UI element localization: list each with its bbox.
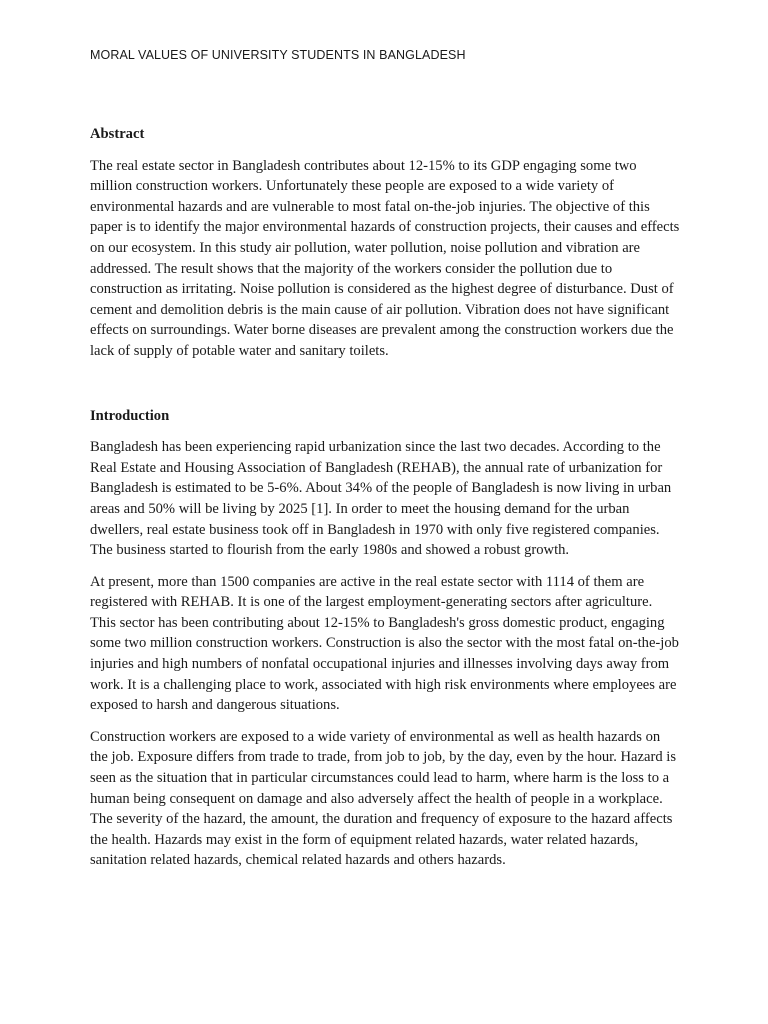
introduction-paragraph-1: Bangladesh has been experiencing rapid urbanization since the last two decades. According to the Real Estate and Housing Association of Bangladesh (REHAB), the annual rate of urbanization for Bangladesh is estimated to be 5-6%. About 34% of the people of Bangladesh is now living in urban areas and 50% will be living by 2025 [1]. In order to meet the housing demand for the urban dwellers, real estate business took off in Bangladesh in 1970 with only five registered companies. The business started to flourish from the early 1980s and showed a robust growth. [90,439,672,559]
introduction-section [90,406,680,871]
section-spacer [90,373,680,406]
introduction-paragraph-2: At present, more than 1500 companies are active in the real estate sector with 1114 of them are registered with REHAB. It is one of the largest employment-generating sectors after agriculture. This sector has been contributing about 12-15% to Bangladesh's gross domestic product, engaging some two million construction workers. Construction is also the sector with the most fatal on-the-job injuries and high numbers of nonfatal occupational injuries and illnesses involving days away from work. It is a challenging place to work, associated with high risk environments where employees are exposed to harsh and dangerous situations. [90,573,679,714]
document-body [90,124,680,882]
running-header: MORAL VALUES OF UNIVERSITY STUDENTS IN BANGLADESH [90,48,466,62]
introduction-heading: Introduction [90,407,170,424]
abstract-section [90,124,680,362]
introduction-paragraph-3: Construction workers are exposed to a wide variety of environmental as well as health hazards on the job. Exposure differs from trade to trade, from job to job, by the day, even by the hour. Hazard is seen as the situation that in particular circumstances could lead to harm, where harm is the loss to a human being consequent on damage and also adversely affect the health of people in a workplace. The severity of the hazard, the amount, the duration and frequency of exposure to the hazard affects the health. Hazards may exist in the form of equipment related hazards, water related hazards, sanitation related hazards, chemical related hazards and others hazards. [90,728,677,869]
abstract-heading: Abstract [90,126,145,142]
abstract-paragraph: The real estate sector in Bangladesh contributes about 12-15% to its GDP engaging some two million construction workers. Unfortunately these people are exposed to a wide variety of environmental hazards and are vulnerable to most fatal on-the-job injuries. The objective of this paper is to identify the major environmental hazards of construction projects, their causes and effects on our ecosystem. In this study air pollution, water pollution, noise pollution and vibration are addressed. The result shows that the majority of the workers consider the pollution due to construction as irritating. Noise pollution is considered as the highest degree of disturbance. Dust of cement and demolition debris is the main cause of air pollution. Vibration does not have significant effects on surroundings. Water borne diseases are prevalent among the construction workers due the lack of supply of potable water and sanitary toilets. [90,157,680,359]
